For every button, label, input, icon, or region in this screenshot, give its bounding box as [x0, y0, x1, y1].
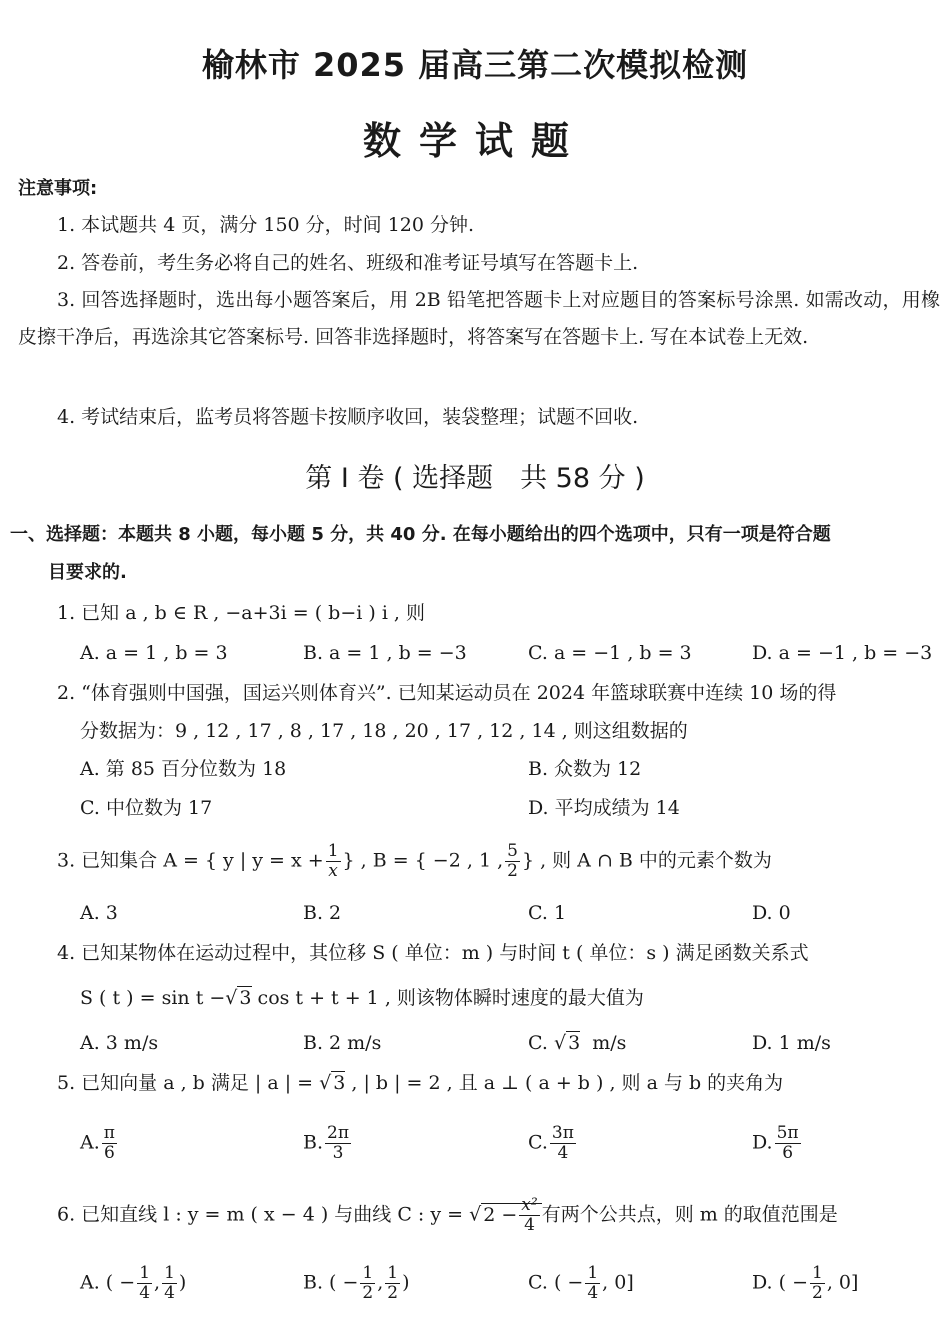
q5-a-num: π [103, 1123, 115, 1143]
q3-option-d: D. 0 [752, 902, 791, 924]
q6-c-end: ] [626, 1271, 634, 1294]
q6-b-n2: 1 [387, 1263, 399, 1283]
q6-b-label: B. ( − [303, 1271, 359, 1294]
q6-a-fraction-2 [162, 1264, 177, 1303]
q6-stem-part-b: 有两个公共点，则 m 的取值范围是 [541, 1203, 838, 1226]
question-4-stem: 4. 已知某物体在运动过程中，其位移 S ( 单位：m ) 与时间 t ( 单位：s ) 满足函数关系式 [57, 942, 809, 964]
q5-d-num: 5π [776, 1123, 799, 1143]
q6-a-sep: , [154, 1271, 161, 1294]
q6-c-label: C. ( − [528, 1271, 584, 1294]
q3-fraction-2 [505, 842, 520, 881]
q5-option-a [80, 1124, 119, 1163]
q5-sqrt-3: 3 [333, 1072, 346, 1094]
q6-option-b [303, 1264, 410, 1303]
q4-option-c-label: C. [528, 1032, 548, 1054]
q6-a-n1: 1 [139, 1263, 151, 1283]
q3-frac1-den: x [328, 861, 338, 881]
q5-b-den: 3 [332, 1143, 344, 1163]
part-one-heading: 第 Ⅰ 卷 ( 选择题 共 58 分 ) [305, 463, 645, 494]
q2-option-b: B. 众数为 12 [528, 758, 642, 780]
question-4-stem-cont: S ( t ) = sin t −√ 3 cos t + t + 1 , 则该物体瞬时速度的最大值为 [80, 987, 644, 1009]
q6-sqrt-prefix: 2 − [483, 1203, 518, 1226]
q6-d-n1: 1 [812, 1263, 823, 1283]
q5-option-c-label: C. [528, 1131, 548, 1154]
q3-stem-part-c: } , 则 A ∩ B 中的元素个数为 [521, 849, 772, 872]
q6-stem-part-a: 6. 已知直线 l : y = m ( x − 4 ) 与曲线 C : y = [57, 1203, 464, 1226]
q5-d-den: 6 [782, 1143, 794, 1163]
q5-option-c-fraction [550, 1124, 576, 1163]
q3-fraction-1 [326, 842, 341, 881]
q5-b-num: 2π [327, 1123, 350, 1143]
q5-option-b [303, 1124, 353, 1163]
note-item-4: 4. 考试结束后，监考员将答题卡按顺序收回，装袋整理；试题不回收. [57, 406, 639, 428]
q2-option-d: D. 平均成绩为 14 [528, 797, 680, 819]
q5-option-d-label: D. [752, 1131, 773, 1154]
question-2-stem-cont: 分数据为：9 , 12 , 17 , 8 , 17 , 18 , 20 , 17 , 12 , 14 , 则这组数据的 [80, 720, 688, 742]
q6-option-a [80, 1264, 186, 1303]
q4-option-c-sqrt: 3 [568, 1032, 581, 1054]
q6-d-end: ] [851, 1271, 859, 1294]
q6-d-d1: 2 [812, 1283, 823, 1303]
q6-d-fraction-1 [810, 1264, 825, 1303]
q4-sqrt-3: 3 [239, 987, 252, 1009]
q4-line2-part-b: cos t + t + 1 , 则该物体瞬时速度的最大值为 [257, 987, 644, 1009]
q6-b-d1: 2 [362, 1283, 374, 1303]
q3-option-a: A. 3 [80, 902, 118, 924]
q5-stem-part-b: , | b | = 2 , 且 a ⊥ ( a + b ) , 则 a 与 b 的夹角为 [351, 1072, 784, 1094]
q6-sqrt-expression [481, 1195, 541, 1235]
q6-c-d1: 4 [587, 1283, 599, 1303]
q3-stem-part-b: } , B = { −2 , 1 , [342, 849, 504, 872]
q6-a-fraction-1 [137, 1264, 152, 1303]
note-item-2: 2. 答卷前，考生务必将自己的姓名、班级和准考证号填写在答题卡上. [57, 252, 639, 274]
q3-option-c: C. 1 [528, 902, 567, 924]
q4-option-b: B. 2 m/s [303, 1032, 382, 1054]
section-intro-cont: 目要求的. [48, 562, 127, 583]
q4-option-d: D. 1 m/s [752, 1032, 831, 1054]
q6-a-label: A. ( − [80, 1271, 136, 1294]
q5-option-c [528, 1124, 578, 1163]
q1-option-a: A. a = 1 , b = 3 [80, 642, 228, 664]
q3-option-b: B. 2 [303, 902, 342, 924]
q6-b-fraction-2 [385, 1264, 400, 1303]
q6-sqrt-fraction [519, 1196, 539, 1235]
q5-a-den: 6 [103, 1143, 115, 1163]
q6-frac-den: 4 [524, 1215, 535, 1235]
note-item-3: 3. 回答选择题时，选出每小题答案后，用 2B 铅笔把答题卡上对应题目的答案标号涂黑. 如需改动，用橡皮擦干净后，再选涂其它答案标号. 回答非选择题时，将答案写在答题卡上. 写在本试卷上无效. [18, 289, 940, 348]
q1-option-d: D. a = −1 , b = −3 [752, 642, 933, 664]
q5-option-d-fraction [775, 1124, 801, 1163]
q5-c-den: 4 [557, 1143, 569, 1163]
q6-c-n1: 1 [587, 1263, 599, 1283]
q5-c-num: 3π [551, 1123, 574, 1143]
q3-stem-part-a: 3. 已知集合 A = { y | y = x + [57, 849, 324, 872]
subject-title: 数学试题 [362, 119, 587, 163]
q3-frac2-num: 5 [507, 841, 518, 861]
q6-c-sep: , 0 [602, 1271, 627, 1294]
q6-c-fraction-1 [585, 1264, 600, 1303]
q4-option-a: A. 3 m/s [80, 1032, 159, 1054]
q6-a-end: ) [178, 1271, 187, 1294]
q6-frac-num: x² [521, 1195, 538, 1215]
q6-a-d1: 4 [139, 1283, 151, 1303]
q6-b-end: ) [402, 1271, 410, 1294]
q6-d-label: D. ( − [752, 1271, 809, 1294]
section-intro: 一、选择题：本题共 8 小题，每小题 5 分，共 40 分. 在每小题给出的四个选项中，只有一项是符合题 [10, 524, 831, 545]
question-5-stem: 5. 已知向量 a , b 满足 | a | = √ 3 , | b | = 2 , 且 a ⊥ ( a + b ) , 则 a 与 b 的夹角为 [57, 1072, 784, 1094]
q6-a-d2: 4 [164, 1283, 175, 1303]
q6-option-d [752, 1264, 858, 1303]
q6-d-sep: , 0 [826, 1271, 852, 1294]
notes-heading: 注意事项: [18, 178, 98, 199]
q5-option-b-fraction [325, 1124, 351, 1163]
note-item-1: 1. 本试题共 4 页，满分 150 分，时间 120 分钟. [57, 214, 475, 236]
q2-option-a: A. 第 85 百分位数为 18 [80, 758, 287, 780]
q2-option-c: C. 中位数为 17 [80, 797, 213, 819]
question-2-stem: 2. “体育强则中国强，国运兴则体育兴”. 已知某运动员在 2024 年篮球联赛中连续 10 场的得 [57, 682, 837, 704]
q1-option-b: B. a = 1 , b = −3 [303, 642, 467, 664]
exam-title: 榆林市 2025 届高三第二次模拟检测 [201, 46, 749, 84]
q4-line2-part-a: S ( t ) = sin t − [80, 987, 226, 1009]
q5-option-d [752, 1124, 803, 1163]
q4-option-c: C. √ 3 m/s [528, 1032, 627, 1054]
q6-b-fraction-1 [360, 1264, 375, 1303]
question-1-stem: 1. 已知 a , b ∈ R , −a+3i = ( b−i ) i , 则 [57, 602, 426, 624]
q4-option-c-unit: m/s [592, 1032, 627, 1054]
question-3-stem [57, 842, 772, 881]
q3-frac2-den: 2 [507, 861, 518, 881]
q5-option-b-label: B. [303, 1131, 324, 1154]
q6-b-n1: 1 [362, 1263, 374, 1283]
q6-b-d2: 2 [387, 1283, 399, 1303]
q5-option-a-label: A. [80, 1131, 100, 1154]
q5-stem-part-a: 5. 已知向量 a , b 满足 | a | = [57, 1072, 314, 1094]
q3-frac1-num: 1 [327, 841, 339, 861]
q6-option-c [528, 1264, 634, 1303]
question-6-stem: 6. 已知直线 l : y = m ( x − 4 ) 与曲线 C : y = √ 2 − $\frac{\text{x²}}{4}$ 有两个公共点，则 m 的取值范围是 [57, 1195, 838, 1235]
q6-a-n2: 1 [164, 1263, 175, 1283]
q5-option-a-fraction [102, 1124, 117, 1163]
q1-option-c: C. a = −1 , b = 3 [528, 642, 692, 664]
q6-b-sep: , [377, 1271, 384, 1294]
